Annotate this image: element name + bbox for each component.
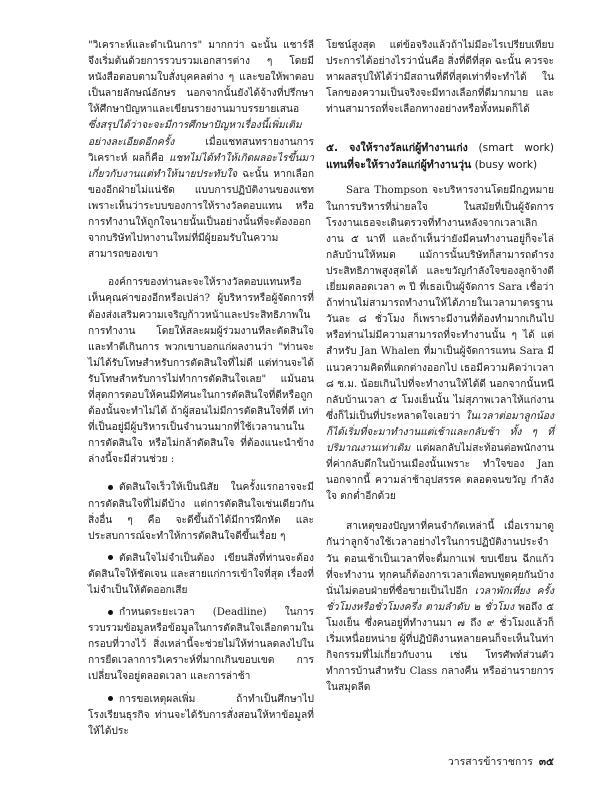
- page-footer: [448, 753, 554, 770]
- bullet-icon: [108, 696, 113, 701]
- bullet-icon: [108, 555, 113, 560]
- section-heading: ๕. จงให้รางวัลแก่ผู้ทำงานเก่ง (smart work) แทนที่จะให้รางวัลแก่ผู้ทำงานวุ่น (busy work): [326, 142, 554, 171]
- tips-list: [88, 480, 314, 739]
- right-column: [326, 38, 554, 696]
- list-item: ตัดสินใจไม่จำเป็นต้อง เขียนสิ่งที่ท่านจะต้องตัดสินใจให้ชัดเจน และสายแก่การเข้าใจที่สุด เรื่องที่ไม่จำเป็นให้ตัดออกเสีย: [88, 552, 314, 596]
- list-item: ตัดสินใจเร็วให้เป็นนิสัย ในครั้งแรกอาจจะมีการตัดสินใจที่ไม่ดีบ้าง แต่การตัดสินใจเช่นเดียวกันสิ่งอื่น ๆ คือ จะดีขึ้นถ้าได้มีการฝึกหัด และประสบการณ์จะทำให้การตัดสินใจดีขึ้นเรื่อย ๆ: [88, 482, 314, 542]
- right-paragraph-top: โยชน์สูงสุด แต่ข้อจริงแล้วถ้าไม่มีอะไรเปรียบเทียบประการได้อย่างไรว่านั่นคือ สิ่งที่ดีที่สุด ฉะนั้น ควรจะหาผลสรุปให้ได้ว่ามีสถานที่ดีที่สุดเท่าที่จะทำได้ ในโลกของความเป็นจริงจะมีทางเลือกที่ดีมากมาย และท่านสามารถที่จะเลือกทางอย่างหรือทั้งหมดก็ได้: [326, 40, 554, 116]
- list-item: การขอเหตุผลเพิ่ม ถ้าทำเป็นศึกษาไปโรงเรียนธุรกิจ ท่านจะได้รับการสั่งสอนให้หาข้อมูลที่ให้ได้ประ: [88, 693, 314, 737]
- page-number: ๓๕: [538, 756, 554, 768]
- bullet-icon: [108, 610, 113, 615]
- right-paragraph-last: สาเหตุของปัญหาที่คนจำกัดเหล่านี้ เมื่อเรามาดูกันว่าลูกจ้างใช้เวลาอย่างไรในการปฏิบัติงานประจำวัน ตอนเช้าเป็นเวลาที่จะดื่มกาแฟ ขบเขียน ฉีกแก้วที่จะทำงาน ทุกคนก็ต้องการเวลาเพื่อพบพูดคุยกันบ้างนั่นไม่ตอบฝ่ายที่ซื่อขายเป็นไปอีก เวลาพักเที่ยง ครั้งชั่วโมงหรือชั่วโมงครึ่ง ตามลำดับ ๒ ชั่วโมง พอถึง ๕ โมงเย็น ซึ่งคนอยู่ที่ทำงานมา ๗ ถึง ๙ ชั่วโมงแล้วก็เริ่มเหนื่อยหน่าย ผู้ที่ปฏิบัติงานหลายคนก็จะเห็นในท่ากิจกรรมที่ไม่เกี่ยวกับงาน เช่น โทรศัพท์ส่วนตัว ทำการบ้านสำหรับ Class กลางคืน หรืออ่านรายการในสมุดลีด: [326, 521, 554, 694]
- bullet-icon: [108, 485, 113, 490]
- journal-name: วารสารข้าราชการ: [447, 756, 533, 768]
- left-column: [88, 38, 314, 746]
- right-paragraph-sara: Sara Thompson จะบริหารงานโดยมีกฎหมายในการบริหารที่น่ายลใจ ในสมัยที่เป็นผู้จัดการโรงงานเธอจะเดินตรวจที่ทำงานหลังจากเวลาเลิกงาน ๕ นาที และถ้าเห็นว่ายังมีคนทำงานอยู่ก็จะไล่กลับบ้านให้หมด แม้การนั้นบริษัทก็สามารถดำรงประสิทธิภาพสูงสุดได้ และขวัญกำลังใจของลูกจ้างดีเยี่ยมตลอดเวลา ๓ ปี ที่เธอเป็นผู้จัดการ Sara เชื่อว่าถ้าท่านไม่สามารถทำงานให้ได้ภายในเวลามาตรฐานวันละ ๘ ชั่วโมง ก็เพราะมีงานที่ต้องทำมากเกินไป หรือท่านไม่มีความสามารถที่จะทำงานนั้น ๆ ได้ แต่สำหรับ Jan Whalen ที่มาเป็นผู้จัดการแทน Sara มีแนวความคิดที่แตกต่างออกไป เธอมีความคิดว่าเวลา ๘ ช.ม. น้อยเกินไปที่จะทำงานให้ได้ดี นอกจากนั้นหนีกลับบ้านเวลา ๕ โมงเย็นนั้น ไม่สุภาพเวลาให้แก่งานซึ่งก็ไม่เป็นที่ประหลาดใจเลยว่า ในเวลาต่อมาลูกน้องก็ได้เริ่มที่จะมาทำงานแต่เช้าและกลับช้า ทั้ง ๆ ที่ปริมาณงานเท่าเดิม แต่ผลกลับไม่สะท้อนต่อพนักงานที่ค่ากลับดึกในบ้านเมืองนั้นเพราะ ทำใจของ Jan นอกจากนี้ ความล่าช้าอุปสรรค ตลอดจนขวัญ กำลังใจ ตกต่ำอีกด้วย: [326, 185, 554, 503]
- list-item: กำหนดระยะเวลา (Deadline) ในการรวบรวมข้อมูลหรือข้อมูลในการตัดสินใจเลือกตามในกรอบที่วางไว้ สิ่งเหล่านี้จะช่วยไม่ให้ท่านลดลงไปใน การยืดเวลาการวิเคราะห์ที่มากเกินขอบเขต การเปลี่ยนใจอยู่ตลอดเวลา และการล่าช้า: [88, 607, 314, 683]
- left-paragraph-2: องค์การของท่านละจะให้รางวัลตอบแทนหรือเห็นคุณค่าของอีกหรือเปล่า? ผู้บริหารหรือผู้จัดการที่ต้องส่งเสริมความเจริญก้าวหน้าและประสิทธิภาพในการทำงาน โดยให้สละผมผู้ร่วมงานทีละตัดสินใจและทำดีเกินการ พวกเขาบอกแก่ผลงานว่า "ท่านจะไม่ได้รับโทษสำหรับการตัดสินใจที่ไม่ดี แต่ท่านจะได้รับโทษสำหรับการไม่ทำการตัดสินใจเลย" แม้นอนที่สุดการตอบให้คนมีทัศนะในการตัดสินใจที่ดีหรือถูกต้องนั้นจะทำไม่ได้ ถ้าผู้สอนไม่มีการตัดสินใจที่ดี เท่าที่เป็นอยู่มีผู้บริหารเป็นจำนวนมากที่ใช้เวลานานในการตัดสินใจ หรือไม่กล้าตัดสินใจ ที่ต้องแนะนำข้างล่างนี้จะมีส่วนช่วย :: [88, 277, 314, 466]
- left-paragraph-1: "วิเคราะห์และดำเนินการ" มากกว่า ฉะนั้น แชาร์ลีจึงเริ่มต้นด้วยการรวบรวมเอกสารต่าง ๆ โดยมีหนังสือตอบตามใบสั่งบุคคลต่าง ๆ และขอให้พาตอบเป็นลายลักษณ์อักษร นอกจากนั้นยังได้จ้างที่ปรึกษาให้ศึกษาปัญหาและเขียนรายงานมาบรรยายเสนอ ซึ่งสรุปได้ว่าจะจะมีการศึกษาปัญหาเรื่องนี้เพิ่มเติมอย่างละเอียดอีกครั้ง เมื่อแชทสนทรายงานการวิเคราะห์ ผลก็คือ แชทไม่ได้ทำให้เกิดผลอะไรขึ้นมาเกี่ยวกับงานแต่ทำให้นายประทับใจ ฉะนั้น หากเลือกของอีกฝ่ายไม่แน่ชัด แบบการปฏิบัติงานของแชท เพราะเห็นว่าระบบของการให้รางวัลตอบแทน หรือการทำงานให้ถูกใจนายนั้นเป็นอย่างนั้นที่จะต้องออกจากบริษัทไปหางานใหม่ที่มีผู้ยอมรับในความสามารถของเขา: [88, 40, 314, 261]
